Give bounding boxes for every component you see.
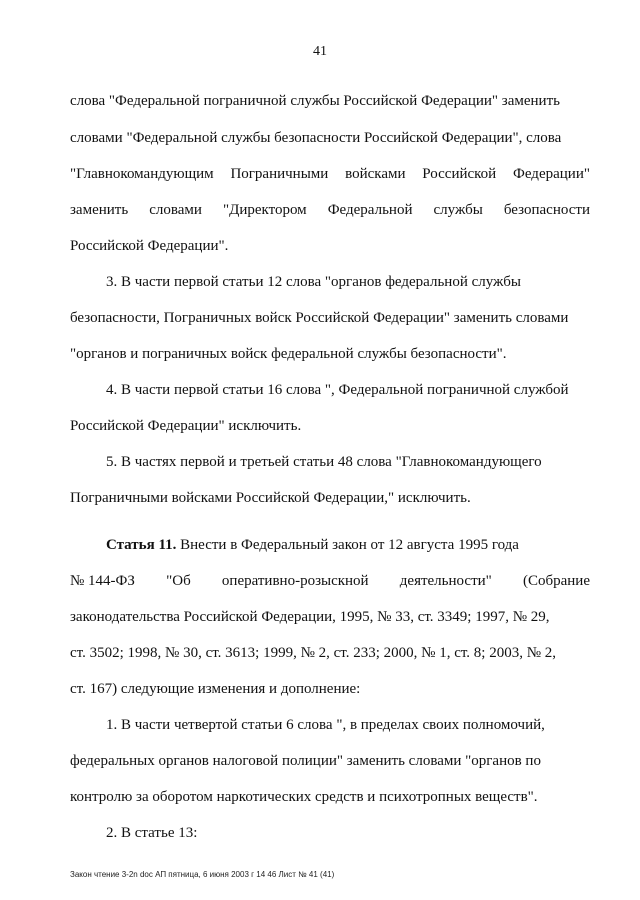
item-1-line-2: федеральных органов налоговой полиции" заменить словами "органов по <box>70 753 541 769</box>
word: (Собрание <box>522 573 590 589</box>
word: словами <box>149 202 202 218</box>
word: деятельности" <box>399 573 492 589</box>
paragraph-4-line-1: 4. В части первой статьи 16 слова ", Федеральной пограничной службой <box>106 382 569 398</box>
word: Пограничными <box>230 166 329 182</box>
article-11-line-4: ст. 3502; 1998, № 30, ст. 3613; 1999, № 2, ст. 233; 2000, № 1, ст. 8; 2003, № 2, <box>70 645 557 661</box>
word: "Директором <box>222 202 307 218</box>
text-line-4 <box>70 201 590 219</box>
page-number: 41 <box>313 44 327 59</box>
word: Федерации" <box>513 166 590 182</box>
word: войсками <box>345 166 406 182</box>
text-line-3 <box>70 165 590 183</box>
word: оперативно-розыскной <box>221 573 369 589</box>
text-line-2: словами "Федеральной службы безопасности Российской Федерации", слова <box>70 130 562 146</box>
page-footer: Закон чтение 3-2n doc АП пятница, 6 июня 2003 г 14 46 Лист № 41 (41) <box>70 870 335 879</box>
article-11-line-2 <box>70 572 590 590</box>
word: Российской <box>422 166 497 182</box>
paragraph-5-line-2: Пограничными войсками Российской Федерации," исключить. <box>70 490 471 506</box>
article-11-text: Внести в Федеральный закон от 12 августа 1995 года <box>176 537 519 553</box>
paragraph-5-line-1: 5. В частях первой и третьей статьи 48 слова "Главнокомандующего <box>106 454 542 470</box>
paragraph-4-line-2: Российской Федерации" исключить. <box>70 418 302 434</box>
item-2-line-1: 2. В статье 13: <box>106 825 198 841</box>
paragraph-3-line-2: безопасности, Пограничных войск Российской Федерации" заменить словами <box>70 310 569 326</box>
item-1-line-1: 1. В части четвертой статьи 6 слова ", в пределах своих полномочий, <box>106 717 545 733</box>
word: Федеральной <box>327 202 413 218</box>
article-11-line-5: ст. 167) следующие изменения и дополнение: <box>70 681 361 697</box>
text-line-1: слова "Федеральной пограничной службы Российской Федерации" заменить <box>70 93 560 109</box>
word: безопасности <box>503 202 590 218</box>
paragraph-3-line-1: 3. В части первой статьи 12 слова "органов федеральной службы <box>106 274 521 290</box>
word: № 144-ФЗ <box>70 573 135 589</box>
paragraph-3-line-3: "органов и пограничных войск федеральной службы безопасности". <box>70 346 507 362</box>
word: заменить <box>70 202 129 218</box>
text-line-5: Российской Федерации". <box>70 238 229 254</box>
word: "Об <box>166 573 191 589</box>
word: "Главнокомандующим <box>70 166 214 182</box>
article-11-line-3: законодательства Российской Федерации, 1995, № 33, ст. 3349; 1997, № 29, <box>70 609 550 625</box>
article-11-heading-line <box>106 536 590 554</box>
item-1-line-3: контролю за оборотом наркотических средств и психотропных веществ". <box>70 789 538 805</box>
article-11-label: Статья 11. <box>106 537 177 553</box>
word: службы <box>433 202 483 218</box>
